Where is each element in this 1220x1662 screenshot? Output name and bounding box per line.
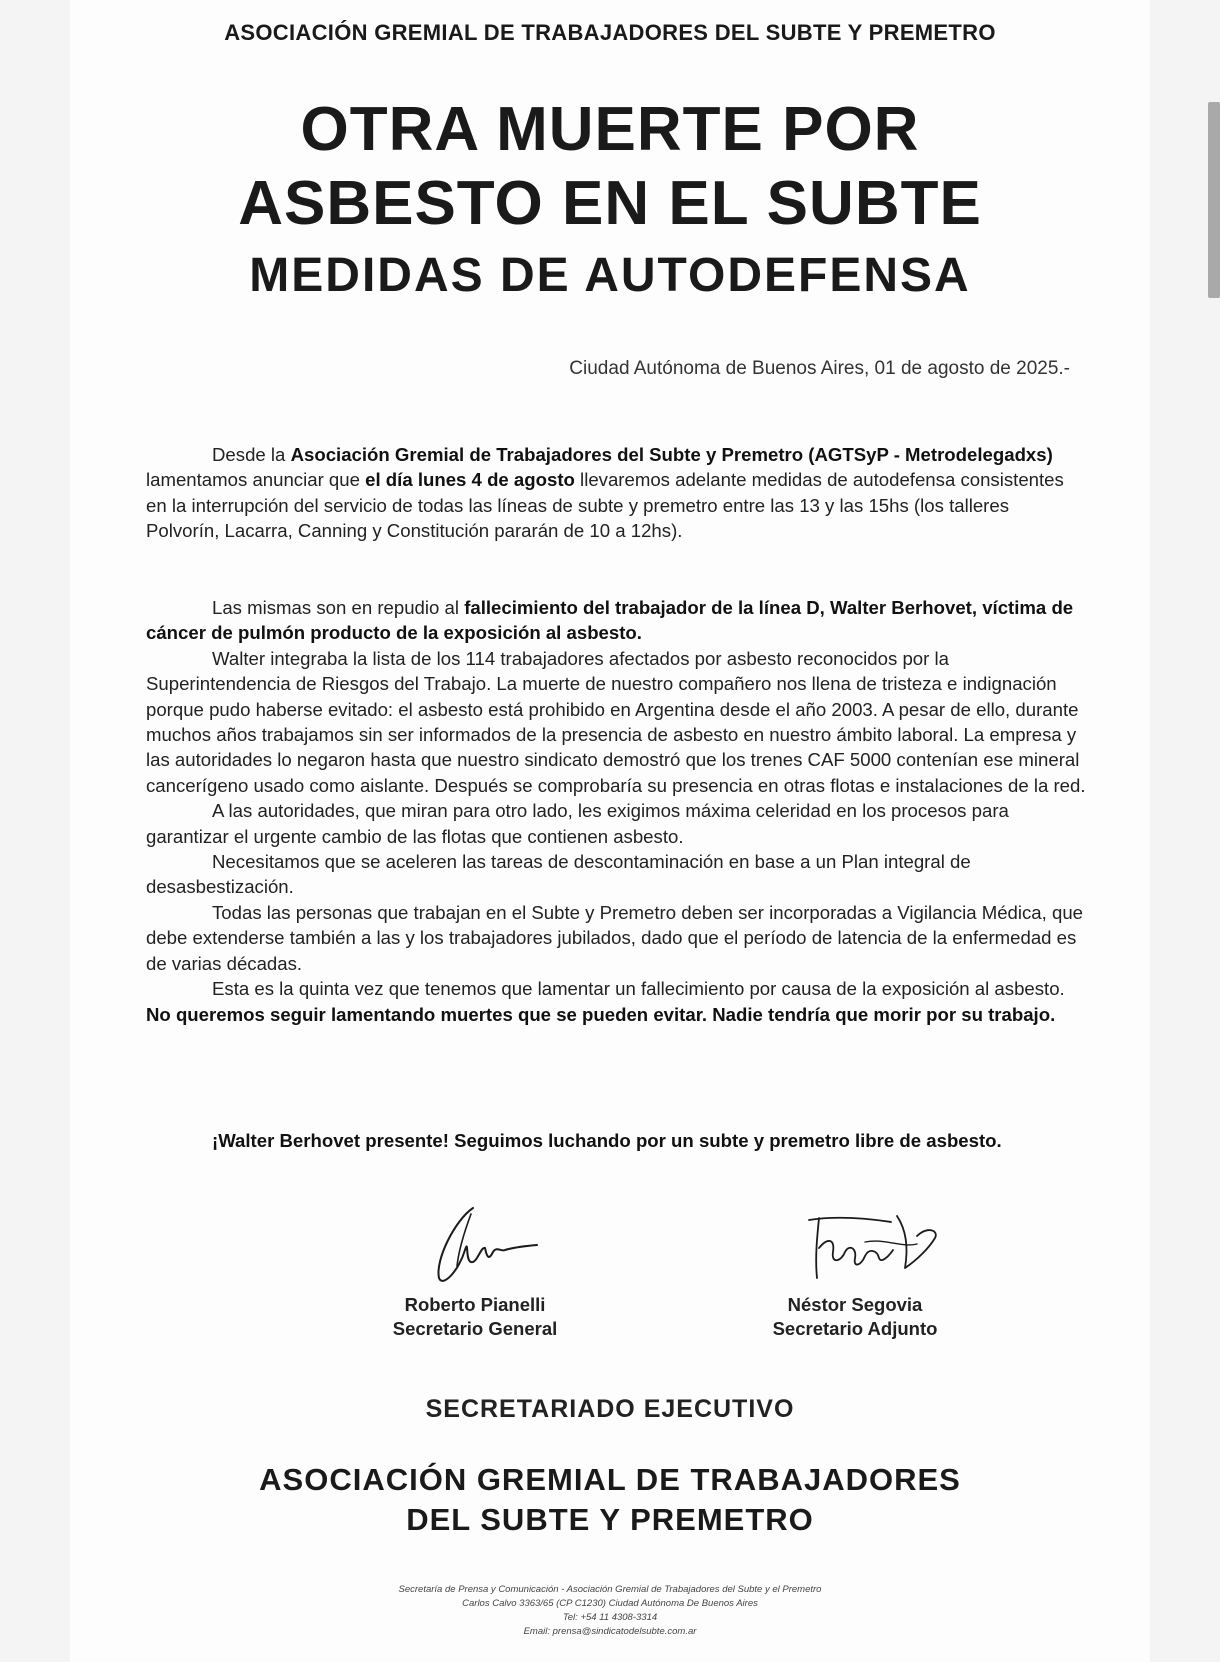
p2-bold-6: No queremos seguir lamentando muertes que se pueden evitar. Nadie tendría que morir por su trabajo. xyxy=(146,1003,1056,1025)
p1-bold-1: Asociación Gremial de Trabajadores del Subte y Premetro (AGTSyP - Metrodelegadxs) xyxy=(290,444,1053,465)
p2-text-2: Walter integraba la lista de los 114 trabajadores afectados por asbesto reconocidos por la Superintendencia de Riesgos del Trabajo. La muerte de nuestro compañero nos llena de tristeza e indignación porque pudo haberse evitado: el asbesto está prohibido en Argentina desde el año 2003. A pesar de ello, durante muchos años trabajamos sin ser informados de la presencia de asbesto en nuestro ámbito laboral. La empresa y las autoridades lo negaron hasta que nuestro sindicato demostró que los trenes CAF 5000 contenían ese mineral cancerígeno usado como aislante. Después se comprobaría su presencia en otras flotas e instalaciones de la red. xyxy=(146,647,1086,796)
paragraph-3 xyxy=(146,1128,1086,1153)
signature-pianelli xyxy=(425,1200,565,1290)
subtitle: MEDIDAS DE AUTODEFENSA xyxy=(249,249,971,302)
scrollbar-thumb[interactable] xyxy=(1208,102,1220,298)
p2-bold-1: fallecimiento del trabajador de la línea D, Walter Berhovet, víctima de cáncer de pulmón producto de la exposición al asbesto. xyxy=(146,597,1074,644)
p3-bold: ¡Walter Berhovet presente! Seguimos luchando por un subte y premetro libre de asbesto. xyxy=(212,1130,1002,1151)
paragraph-1 xyxy=(146,442,1086,544)
paragraph-2 xyxy=(146,595,1086,1027)
p1-text-3: llevaremos adelante medidas de autodefensa consistentes en la interrupción del servicio de todas las líneas de subte y premetro entre las 13 y las 15hs (los talleres Polvorín, Lacarra, Canning y Constitución pararán de 10 a 12hs). xyxy=(146,469,1064,542)
footer-line-4: Email: prensa@sindicatodelsubte.com.ar xyxy=(523,1626,697,1637)
org-bottom xyxy=(70,1460,1150,1540)
secretariado-heading: SECRETARIADO EJECUTIVO xyxy=(425,1395,795,1423)
signer-1-title: Secretario General xyxy=(392,1318,558,1339)
title-line-2: ASBESTO EN EL SUBTE xyxy=(238,169,982,238)
signer-2-title: Secretario Adjunto xyxy=(772,1318,938,1339)
p2-text-5: Todas las personas que trabajan en el Subte y Premetro deben ser incorporadas a Vigilancia Médica, que debe extenderse también a las y los trabajadores jubilados, dado que el período de latencia de la enfermedad es de varias décadas. xyxy=(146,901,1084,974)
p2-text-6: Esta es la quinta vez que tenemos que lamentar un fallecimiento por causa de la exposición al asbesto. xyxy=(212,978,1065,1000)
footer-line-2: Carlos Calvo 3363/65 (CP C1230) Ciudad Autónoma De Buenos Aires xyxy=(462,1598,758,1609)
p2-text-1: Las mismas son en repudio al xyxy=(212,597,465,618)
document-page xyxy=(70,0,1150,1662)
footer xyxy=(70,1583,1150,1639)
header-org: ASOCIACIÓN GREMIAL DE TRABAJADORES DEL SUBTE Y PREMETRO xyxy=(224,20,996,45)
p2-text-4: Necesitamos que se aceleren las tareas de descontaminación en base a un Plan integral de desasbestización. xyxy=(146,851,971,898)
date-line: Ciudad Autónoma de Buenos Aires, 01 de agosto de 2025.- xyxy=(569,358,1070,379)
p2-text-3: A las autoridades, que miran para otro lado, les exigimos máxima celeridad en los procesos para garantizar el urgente cambio de las flotas que contienen asbesto. xyxy=(146,800,1009,847)
p1-bold-2: el día lunes 4 de agosto xyxy=(365,469,575,491)
footer-line-3: Tel: +54 11 4308-3314 xyxy=(562,1612,658,1623)
p1-text-2: lamentamos anunciar que xyxy=(146,469,366,491)
signer-2-name: Néstor Segovia xyxy=(787,1294,923,1315)
title-line-1: OTRA MUERTE POR xyxy=(300,95,920,164)
org-bottom-line-1: ASOCIACIÓN GREMIAL DE TRABAJADORES xyxy=(259,1462,961,1497)
signature-segovia xyxy=(805,1208,965,1288)
footer-line-1: Secretaría de Prensa y Comunicación - Asociación Gremial de Trabajadores del Subte y el Premetro xyxy=(398,1584,822,1595)
p1-text-1: Desde la xyxy=(212,444,291,465)
signer-1-name: Roberto Pianelli xyxy=(404,1294,546,1315)
org-bottom-line-2: DEL SUBTE Y PREMETRO xyxy=(406,1502,814,1537)
